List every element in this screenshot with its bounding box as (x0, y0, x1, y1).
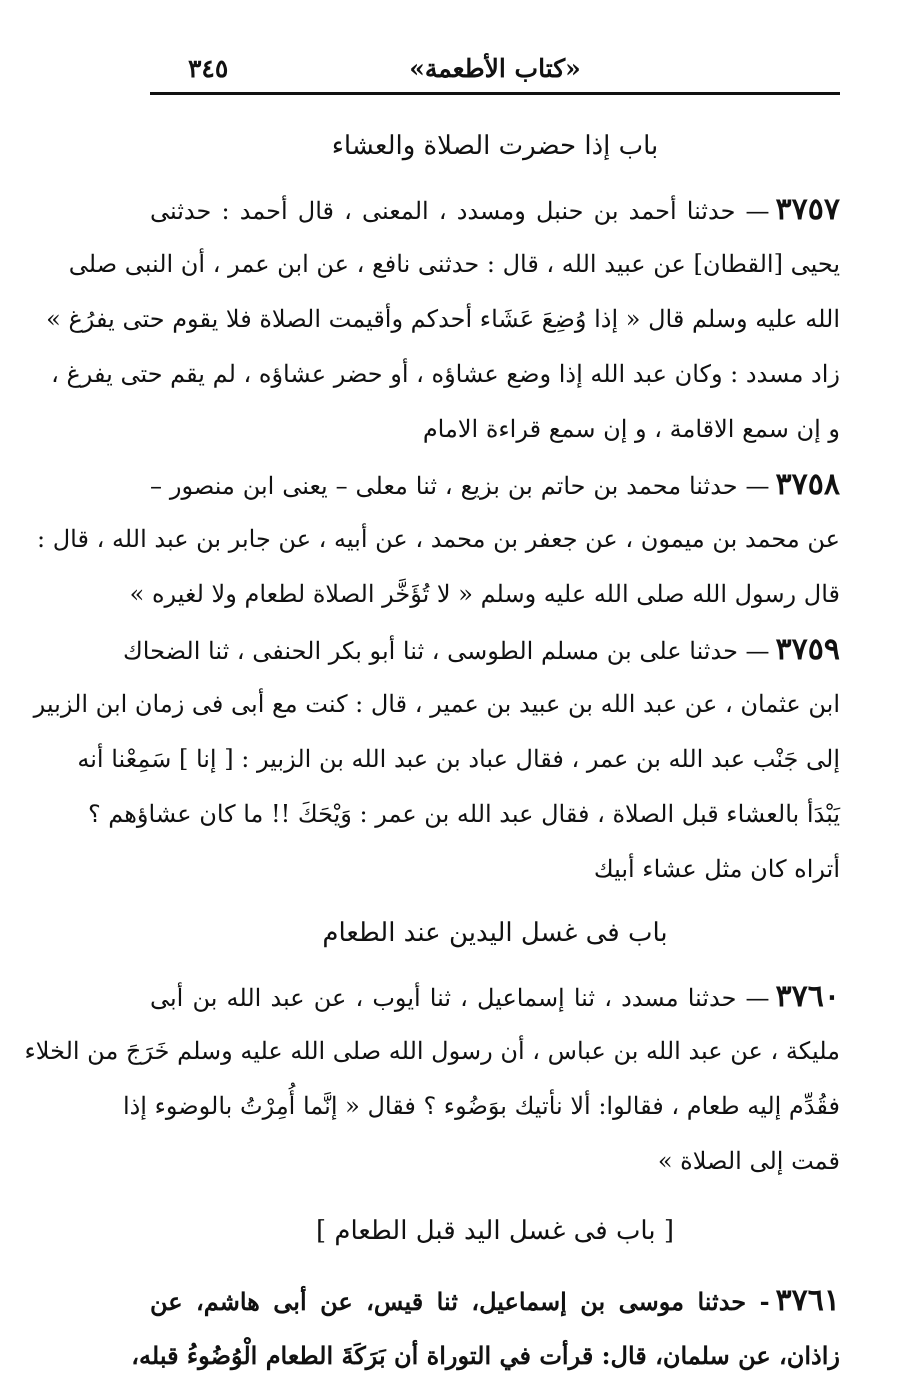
hadith-text: — حدثنا على بن مسلم الطوسى ، ثنا أبو بكر الحنفى ، ثنا الضحاك (123, 637, 770, 665)
hadith-line: إلى جَنْب عبد الله بن عمر ، فقال عباد بن عبد الله بن الزبير : [ إنا ] سَمِعْنا أنه (77, 745, 840, 773)
hadith-line: زاذان، عن سلمان، قال: قرأت في التوراة أن بَرَكَةَ الطعام الْوُضُوءُ قبله، (131, 1341, 840, 1370)
hadith-3760 (24, 969, 840, 1189)
hadith-line: و إن سمع الاقامة ، و إن سمع قراءة الامام (422, 415, 840, 443)
hadith-line: يحيى [القطان] عن عبيد الله ، قال : حدثنى نافع ، عن ابن عمر ، أن النبى صلى (68, 250, 840, 278)
hadith-number: ٣٧٥٩ (775, 632, 840, 667)
chapter-heading: [ باب فى غسل اليد قبل الطعام ] (316, 1216, 674, 1246)
hadith-line (150, 182, 840, 237)
hadith-line: ابن عثمان ، عن عبد الله بن عبيد بن عمير ، قال : كنت مع أبى فى زمان ابن الزبير (33, 690, 840, 718)
hadith-number: ٣٧٥٧ (775, 192, 840, 227)
page-body (24, 110, 840, 1383)
hadith-line: مليكة ، عن عبد الله بن عباس ، أن رسول الله صلى الله عليه وسلم خَرَجَ من الخلاء (24, 1037, 840, 1065)
hadith-number: ٣٧٥٨ (775, 467, 840, 502)
chapter-heading: باب فى غسل اليدين عند الطعام (322, 918, 668, 948)
page-number: ٣٤٥ (188, 54, 229, 83)
hadith-number: ٣٧٦٠ (775, 979, 840, 1014)
hadith-3758 (37, 457, 840, 622)
hadith-text: — حدثنا محمد بن حاتم بن بزيع ، ثنا معلى – يعنى ابن منصور – (150, 472, 770, 500)
hadith-line (150, 1273, 840, 1328)
hadith-text: - حدثنا موسى بن إسماعيل، ثنا قيس، عن أبى هاشم، عن (150, 1287, 770, 1316)
hadith-line: زاد مسدد : وكان عبد الله إذا وضع عشاؤه ، أو حضر عشاؤه ، لم يقم حتى يفرغ ، (51, 360, 840, 388)
hadith-line: عن محمد بن ميمون ، عن جعفر بن محمد ، عن أبيه ، عن جابر بن عبد الله ، قال : (37, 525, 840, 553)
header-rule (150, 92, 840, 95)
hadith-line: أتراه كان مثل عشاء أبيك (593, 855, 840, 883)
hadith-number: ٣٧٦١ (775, 1283, 840, 1318)
hadith-3761 (131, 1273, 840, 1383)
hadith-line: يَبْدَأ بالعشاء قبل الصلاة ، فقال عبد الله بن عمر : وَيْحَكَ !! ما كان عشاؤهم ؟ (87, 800, 840, 828)
running-title: «كتاب الأطعمة» (409, 54, 581, 83)
running-head (150, 50, 840, 90)
hadith-line: قمت إلى الصلاة » (657, 1147, 840, 1175)
hadith-text: — حدثنا مسدد ، ثنا إسماعيل ، ثنا أيوب ، عن عبد الله بن أبى (150, 984, 770, 1012)
hadith-line (123, 622, 840, 677)
hadith-line: الله عليه وسلم قال « إذا وُضِعَ عَشَاء أحدكم وأقيمت الصلاة فلا يقوم حتى يفرُغ » (46, 305, 840, 333)
hadith-line: قال رسول الله صلى الله عليه وسلم « لا تُؤَخَّر الصلاة لطعام ولا لغيره » (129, 580, 840, 608)
hadith-text: — حدثنا أحمد بن حنبل ومسدد ، المعنى ، قال أحمد : حدثنى (150, 197, 770, 225)
hadith-3757 (46, 182, 840, 457)
chapter-heading: باب إذا حضرت الصلاة والعشاء (331, 131, 659, 161)
hadith-line (150, 457, 840, 512)
hadith-line (150, 969, 840, 1024)
hadith-3759 (33, 622, 840, 897)
hadith-line: فقُدِّم إليه طعام ، فقالوا: ألا نأتيك بوَضُوء ؟ فقال « إنَّما أُمِرْتُ بالوضوء إذا (122, 1092, 840, 1120)
